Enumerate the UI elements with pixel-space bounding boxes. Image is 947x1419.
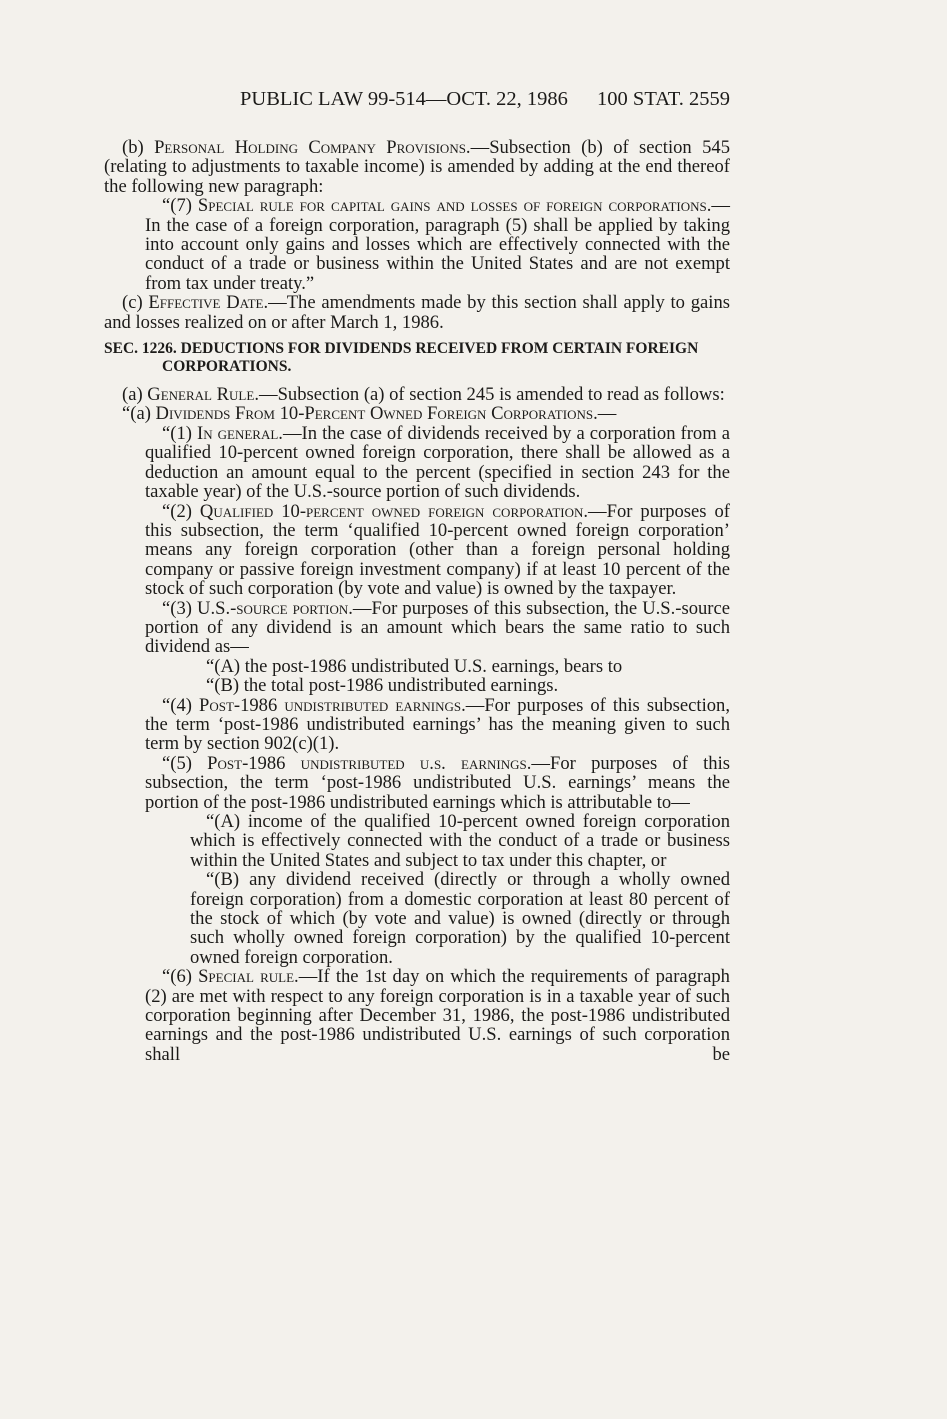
para-prefix: “(B)	[206, 675, 244, 697]
para-text: —Subsection (a) of section 245 is amended to read as follows:	[258, 384, 725, 406]
section-title: SEC. 1226. DEDUCTIONS FOR DIVIDENDS RECEIVED FROM CERTAIN FOREIGN CORPORATIONS.	[104, 340, 699, 376]
para-heading: Special rule.	[198, 966, 299, 988]
para-heading: Personal Holding Company Provisions.	[154, 137, 471, 158]
header-title: PUBLIC LAW 99-514—OCT. 22, 1986	[240, 88, 568, 110]
para-text: —For purposes of this subsection, the term ‘qualified 10-percent owned foreign corporation’ means any foreign corporation (other than a foreign personal holding company or passive foreign investment company) if at least 10 percent of the stock of such corporation (by vote and value) is owned by the taxpayer.	[145, 500, 730, 600]
para-text: —In the case of a foreign corporation, paragraph (5) shall be applied by taking into account only gains and losses which are effectively connected with the conduct of a trade or business within the United States and are not exempt from tax under treaty.”	[145, 195, 730, 294]
para-prefix: (b)	[122, 137, 155, 158]
para-prefix: “(5)	[162, 752, 208, 774]
para-heading: Post-1986 undistributed earnings.	[199, 694, 466, 716]
paragraph-7-special-rule	[104, 196, 730, 293]
subparagraph-3a	[104, 657, 730, 676]
section-heading	[104, 340, 730, 376]
para-text: —If the 1st day on which the requirements of paragraph (2) are met with respect to any foreign corporation is in a taxable year of such corporation beginning after December 31, 1986, the post-1986 undistributed earnings and the post-1986 undistributed U.S. earnings of such corporation shall be	[145, 966, 730, 1065]
paragraph-a-dividends	[104, 404, 730, 423]
para-text: —	[597, 403, 617, 425]
para-heading: Special rule for capital gains and losses of foreign corporations.	[197, 195, 712, 217]
subparagraph-5a	[104, 812, 730, 870]
para-heading: General Rule.	[147, 384, 259, 406]
para-prefix: “(1)	[162, 422, 197, 444]
paragraph-c-effective-date	[104, 293, 730, 332]
para-heading: Effective Date.	[148, 292, 269, 314]
para-prefix: “(A)	[206, 811, 248, 832]
para-prefix: “(2)	[162, 500, 200, 522]
para-text: —For purposes of this subsection, the term ‘post-1986 undistributed earnings’ has the meaning given to such term by section 902(c)(1).	[145, 694, 730, 755]
para-prefix: “(A)	[206, 655, 245, 677]
para-prefix: (a)	[122, 384, 148, 406]
running-header	[104, 88, 730, 114]
para-prefix: “(4)	[162, 694, 199, 716]
para-heading: Post-1986 undistributed u.s. earnings.	[207, 752, 532, 774]
para-prefix: “(B)	[206, 869, 250, 891]
para-prefix: (c)	[122, 292, 149, 314]
paragraph-a-general-rule	[104, 385, 730, 404]
para-prefix: “(a)	[122, 403, 156, 425]
para-text: —For purposes of this subsection, the U.S.-source portion of any dividend is an amount which bears the same ratio to such dividend as—	[145, 597, 731, 658]
para-text: the total post-1986 undistributed earnings.	[243, 675, 559, 697]
para-heading: In general.	[197, 422, 283, 444]
paragraph-2-qualified	[104, 502, 730, 599]
paragraph-6-special-rule	[104, 967, 730, 1064]
paragraph-b-personal-holding	[104, 138, 730, 196]
para-text: —In the case of dividends received by a corporation from a qualified 10-percent owned foreign corporation, there shall be allowed as a deduction an amount equal to the percent (specified in section 243 for the taxable year) of the U.S.-source portion of such dividends.	[145, 422, 730, 503]
document-body	[104, 138, 730, 1064]
paragraph-1-in-general	[104, 424, 730, 502]
paragraph-3-us-source	[104, 599, 730, 657]
para-prefix: “(7)	[162, 195, 198, 217]
para-heading: Qualified 10-percent owned foreign corporation.	[199, 500, 589, 522]
para-heading: Dividends From 10-Percent Owned Foreign Corporations.	[155, 403, 598, 425]
para-text: income of the qualified 10-percent owned foreign corporation which is effectively connected with the conduct of a trade or business within the United States and subject to tax under this chapter, or	[190, 811, 730, 871]
para-prefix: “(3) U.S.-	[162, 597, 237, 619]
subparagraph-5b	[104, 870, 730, 967]
para-text: —The amendments made by this section shall apply to gains and losses realized on or after March 1, 1986.	[104, 292, 730, 333]
para-text: —For purposes of this subsection, the term ‘post-1986 undistributed U.S. earnings’ means the portion of the post-1986 undistributed earnings which is attributable to—	[145, 752, 730, 813]
para-prefix: “(6)	[162, 966, 199, 988]
paragraph-4-post-1986	[104, 696, 730, 754]
para-text: the post-1986 undistributed U.S. earnings, bears to	[244, 655, 623, 677]
para-heading: source portion.	[236, 597, 353, 619]
paragraph-5-post-1986-us	[104, 754, 730, 812]
subparagraph-3b	[104, 676, 730, 695]
para-text: —Subsection (b) of section 545 (relating to adjustments to taxable income) is amended by adding at the end thereof the following new paragraph:	[104, 137, 730, 197]
para-text: any dividend received (directly or through a wholly owned foreign corporation) from a domestic corporation at least 80 percent of the stock of which (by vote and value) is owned (directly or through such wholly owned foreign corporation) by the qualified 10-percent owned foreign corporation.	[190, 869, 730, 968]
page-number: 100 STAT. 2559	[597, 88, 730, 110]
